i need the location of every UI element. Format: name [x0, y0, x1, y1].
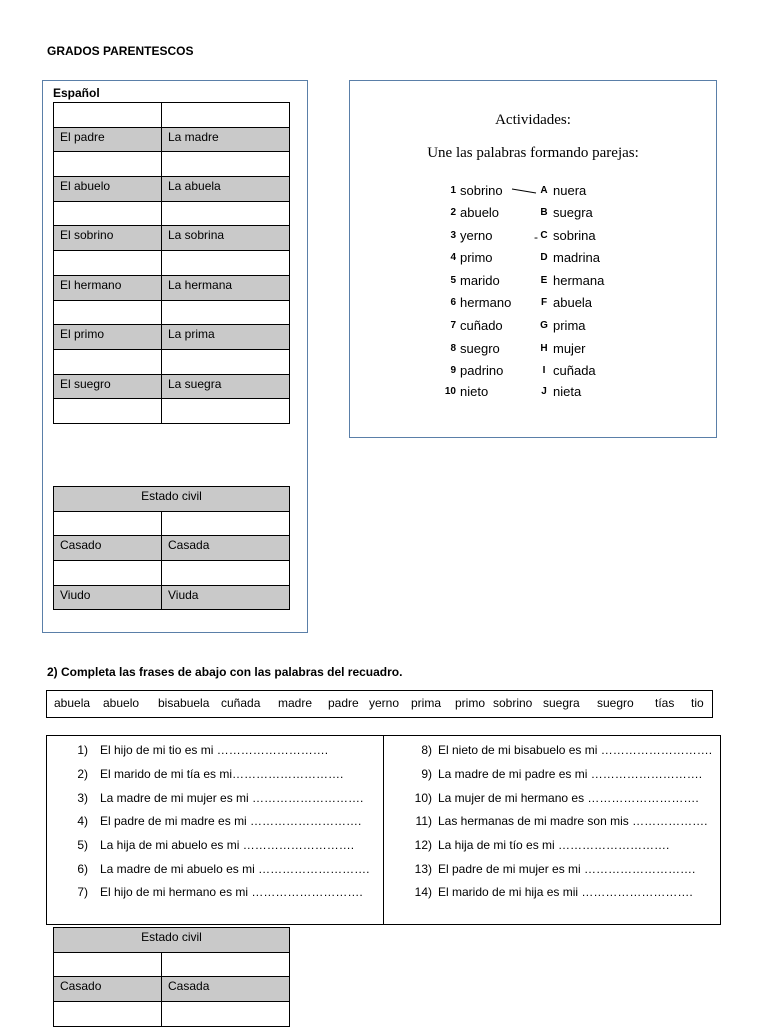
word-box-item: suegro	[597, 696, 634, 710]
table-row	[54, 561, 290, 586]
sentence-number: 11)	[415, 814, 432, 828]
table-cell: La suegra	[162, 374, 290, 399]
sentence-text: El nieto de mi bisabuelo es mi ……………………….	[438, 743, 713, 757]
table-row	[54, 275, 290, 300]
pair-num: 6	[450, 297, 456, 308]
estado-civil-header: Estado civil	[54, 487, 290, 512]
table-cell	[162, 103, 290, 128]
pair-letter: A	[540, 185, 548, 196]
sentence-text: La madre de mi mujer es mi ……………………….	[100, 791, 364, 805]
table-cell	[162, 511, 290, 536]
pair-word2: hermana	[553, 273, 605, 288]
word-box-item: abuelo	[103, 696, 140, 710]
sentence-text: Las hermanas de mi madre son mis ……………….	[438, 814, 708, 828]
table-cell: Casado	[54, 977, 162, 1002]
table-cell: Casada	[162, 536, 290, 561]
pair-num: 4	[450, 252, 456, 263]
table-row	[54, 152, 290, 177]
sentence-item	[70, 767, 343, 781]
pair-word2: madrina	[553, 250, 600, 265]
table-cell: Viuda	[162, 585, 290, 610]
table-cell	[54, 349, 162, 374]
sentence-number: 9)	[421, 767, 432, 781]
pair-num: 3	[450, 230, 456, 241]
word-box-item: suegra	[543, 696, 580, 710]
sentence-text: La hija de mi abuelo es mi ……………………….	[100, 838, 355, 852]
sentence-number: 14)	[414, 885, 432, 899]
sentence-item	[70, 814, 361, 828]
sentence-item	[404, 838, 669, 852]
pair-word2: sobrina	[553, 228, 596, 243]
table-row	[54, 300, 290, 325]
table-row	[54, 952, 290, 977]
sentence-item	[70, 885, 363, 899]
table-cell	[54, 561, 162, 586]
sentence-item	[70, 743, 328, 757]
pair-word2: suegra	[553, 205, 593, 220]
pair-letter: H	[540, 343, 548, 354]
table-cell	[54, 952, 162, 977]
table-row	[54, 399, 290, 424]
table-cell: El suegro	[54, 374, 162, 399]
sentence-number: 1)	[77, 743, 88, 757]
sentence-text: La hija de mi tío es mi ……………………….	[438, 838, 670, 852]
table-cell	[162, 251, 290, 276]
pair-word: primo	[460, 250, 493, 265]
sentence-number: 13)	[414, 862, 432, 876]
table-cell	[162, 349, 290, 374]
table-row	[54, 177, 290, 202]
table-cell	[162, 1002, 290, 1027]
table-row	[54, 977, 290, 1002]
sentence-text: El marido de mi hija es mii ……………………….	[438, 885, 693, 899]
table-cell: El primo	[54, 325, 162, 350]
sentences-divider	[383, 735, 384, 925]
table-row	[54, 1002, 290, 1027]
sentence-text: El padre de mi mujer es mi ……………………….	[438, 862, 696, 876]
sentence-number: 10)	[414, 791, 432, 805]
pair-word2: nuera	[553, 183, 587, 198]
word-box-item: tio	[691, 696, 704, 710]
pair-letter: B	[540, 207, 548, 218]
pair-word2: abuela	[553, 295, 593, 310]
sentence-text: El padre de mi madre es mi ……………………….	[100, 814, 362, 828]
table-cell: Casado	[54, 536, 162, 561]
sentence-item	[404, 791, 699, 805]
pair-letter: I	[542, 365, 546, 376]
pair-letter: J	[541, 386, 547, 397]
word-box-item: abuela	[54, 696, 91, 710]
pair-word2: prima	[553, 318, 586, 333]
table-cell: La prima	[162, 325, 290, 350]
sentence-item	[70, 791, 363, 805]
pair-word2: nieta	[553, 384, 582, 399]
table-cell	[162, 152, 290, 177]
estado-civil-table	[53, 486, 290, 610]
sentence-text: La mujer de mi hermano es ……………………….	[438, 791, 699, 805]
table-cell: La madre	[162, 127, 290, 152]
pair-num: 2	[450, 207, 456, 218]
table-row	[54, 226, 290, 251]
table-cell	[54, 152, 162, 177]
sentence-item	[404, 862, 695, 876]
word-box-item: yerno	[369, 696, 400, 710]
pair-num: 8	[450, 343, 456, 354]
table-cell	[54, 251, 162, 276]
pair-word: nieto	[460, 384, 489, 399]
table-cell: La hermana	[162, 275, 290, 300]
sentence-number: 7)	[77, 885, 88, 899]
pair-word: suegro	[460, 341, 500, 356]
page-title: GRADOS PARENTESCOS	[47, 44, 194, 58]
pair-letter: E	[540, 275, 548, 286]
table-cell: El hermano	[54, 275, 162, 300]
sentence-number: 12)	[414, 838, 432, 852]
table-cell: El sobrino	[54, 226, 162, 251]
table-cell	[162, 399, 290, 424]
table-cell	[54, 511, 162, 536]
pair-word: cuñado	[460, 318, 503, 333]
table-cell	[54, 1002, 162, 1027]
table-row	[54, 585, 290, 610]
sentence-item	[404, 885, 693, 899]
table-cell	[54, 103, 162, 128]
pair-num: 7	[450, 320, 456, 331]
pair-letter: F	[540, 297, 548, 308]
espanol-label: Español	[53, 86, 100, 100]
pair-letter: D	[540, 252, 548, 263]
table-row	[54, 325, 290, 350]
word-box-item: tías	[655, 696, 675, 710]
pair-num: 5	[450, 275, 456, 286]
pair-word: marido	[460, 273, 500, 288]
sentence-item	[70, 862, 369, 876]
pair-word: abuelo	[460, 205, 500, 220]
table-row	[54, 536, 290, 561]
table-cell	[54, 300, 162, 325]
sentence-text: La madre de mi padre es mi ……………………….	[438, 767, 703, 781]
section-2-heading: 2) Completa las frases de abajo con las palabras del recuadro.	[47, 665, 403, 679]
pair-letter: G	[540, 320, 548, 331]
sentence-text: La madre de mi abuelo es mi ……………………….	[100, 862, 370, 876]
table-cell	[54, 201, 162, 226]
sentence-text: El hijo de mi tio es mi ……………………….	[100, 743, 329, 757]
table-row	[54, 374, 290, 399]
actividades-subtitle: Une las palabras formando parejas:	[427, 145, 639, 161]
word-box-item: padre	[328, 696, 359, 710]
table-row	[54, 127, 290, 152]
pair-word: hermano	[460, 295, 512, 310]
table-cell	[54, 399, 162, 424]
sentence-item	[404, 767, 702, 781]
sentence-item	[70, 838, 354, 852]
table-row	[54, 251, 290, 276]
word-box-item: bisabuela	[158, 696, 210, 710]
pair-num: 9	[450, 365, 456, 376]
sentence-number: 8)	[421, 743, 432, 757]
espanol-table	[53, 102, 290, 424]
connector-dash: -	[534, 230, 538, 244]
pair-num: 1	[450, 185, 456, 196]
word-box-item: prima	[411, 696, 442, 710]
table-row	[54, 201, 290, 226]
pair-word: padrino	[460, 363, 504, 378]
sentence-text: El hijo de mi hermano es mi ……………………….	[100, 885, 363, 899]
estado-civil-table-2	[53, 927, 290, 1027]
table-cell: El abuelo	[54, 177, 162, 202]
sentence-number: 6)	[77, 862, 88, 876]
sentence-item	[404, 743, 712, 757]
sentence-text: El marido de mi tía es mi……………………….	[100, 767, 344, 781]
pair-word: sobrino	[460, 183, 503, 198]
table-cell	[162, 300, 290, 325]
word-box-item: primo	[455, 696, 486, 710]
word-box	[46, 690, 713, 718]
pair-word: yerno	[460, 228, 493, 243]
table-row	[54, 349, 290, 374]
table-cell: La abuela	[162, 177, 290, 202]
pair-letter: C	[540, 230, 548, 241]
sentence-number: 3)	[77, 791, 88, 805]
table-cell	[162, 952, 290, 977]
table-row	[54, 103, 290, 128]
sentence-number: 4)	[77, 814, 88, 828]
sentence-number: 2)	[77, 767, 88, 781]
actividades-title: Actividades:	[495, 112, 571, 128]
word-box-item: madre	[278, 696, 313, 710]
table-row	[54, 511, 290, 536]
estado-civil-header: Estado civil	[54, 928, 290, 953]
pair-num: 10	[444, 386, 456, 397]
table-cell: Viudo	[54, 585, 162, 610]
connector-line	[510, 186, 540, 198]
table-cell: La sobrina	[162, 226, 290, 251]
table-cell	[162, 561, 290, 586]
table-cell: El padre	[54, 127, 162, 152]
pair-word2: mujer	[553, 341, 586, 356]
table-cell: Casada	[162, 977, 290, 1002]
word-box-item: sobrino	[493, 696, 533, 710]
word-box-item: cuñada	[221, 696, 261, 710]
sentence-item	[404, 814, 707, 828]
table-cell	[162, 201, 290, 226]
sentence-number: 5)	[77, 838, 88, 852]
pair-word2: cuñada	[553, 363, 596, 378]
actividades-frame	[349, 80, 717, 438]
